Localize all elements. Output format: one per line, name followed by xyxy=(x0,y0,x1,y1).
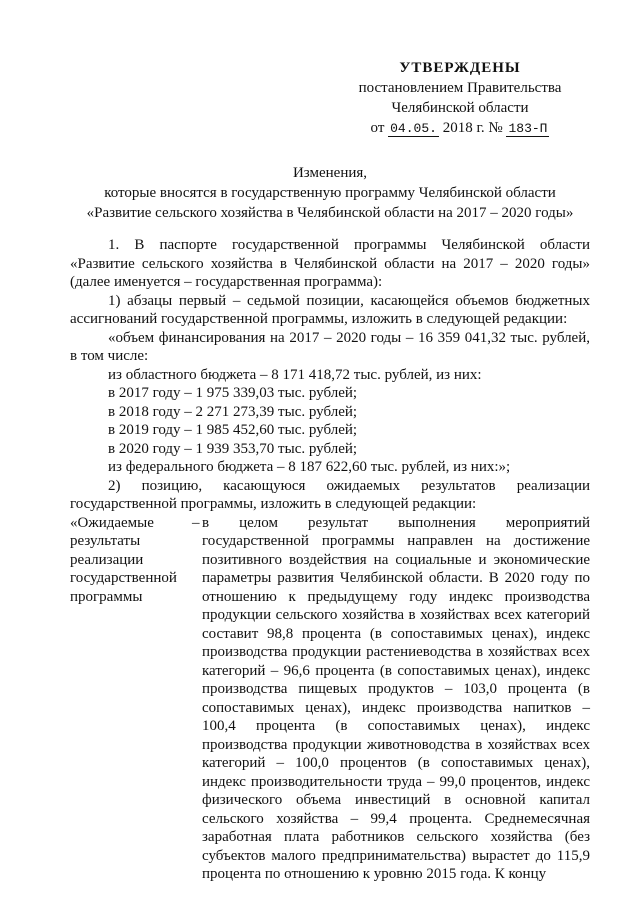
document-body xyxy=(70,236,590,884)
approval-line-2: Челябинской области xyxy=(391,100,529,116)
paragraph-1: 1. В паспорте государственной программы Челябинской области «Развитие сельского хозяйства в Челябинской области на 2017 – 2020 годы» (далее именуется – государственная программа): xyxy=(70,237,590,290)
budget-line-5: в 2020 году – 1 939 353,70 тыс. рублей; xyxy=(108,440,358,457)
budget-line-1: из областного бюджета – 8 171 418,72 тыс. рублей, из них: xyxy=(108,366,482,383)
expected-results-dash: – xyxy=(192,514,200,531)
budget-line-4: в 2019 году – 1 985 452,60 тыс. рублей; xyxy=(108,422,358,438)
date-prefix: от xyxy=(370,120,385,136)
budget-line-3: в 2018 году – 2 271 273,39 тыс. рублей; xyxy=(108,403,358,420)
budget-line-6: из федерального бюджета – 8 187 622,60 тыс. рублей, из них:»; xyxy=(108,459,511,475)
approval-line-1: постановлением Правительства xyxy=(358,80,562,96)
expected-results-label: «Ожидаемые результаты реализации государственной программы xyxy=(70,514,177,605)
paragraph-4: 2) позицию, касающуюся ожидаемых результатов реализации государственной программы, изложить в следующей редакции: xyxy=(70,477,590,512)
year-label: 2018 г. № xyxy=(442,120,503,136)
document-title: Изменения, xyxy=(292,165,368,181)
document-title-block xyxy=(70,163,590,223)
expected-results-row xyxy=(70,514,590,884)
document-subtitle-2: «Развитие сельского хозяйства в Челябинской области на 2017 – 2020 годы» xyxy=(86,205,574,221)
approval-date-line xyxy=(330,118,590,139)
paragraph-3: «объем финансирования на 2017 – 2020 годы – 16 359 041,32 тыс. рублей, в том числе: xyxy=(70,329,590,364)
approval-title: УТВЕРЖДЕНЫ xyxy=(399,60,521,76)
decree-number: 183-П xyxy=(508,121,548,136)
budget-line-2: в 2017 году – 1 975 339,03 тыс. рублей; xyxy=(108,385,358,401)
expected-results-text: в целом результат выполнения мероприятий государственной программы направлен на достижение позитивного воздействия на социальные и экономические параметры развития Челябинской области. В 2020 году по отношению к предыдущему году индекс производства продукции сельского хозяйства в хозяйствах всех категорий составит 98,8 процента (в сопоставимых ценах), индекс производства продукции растениеводства в хозяйствах всех категорий – 96,6 процента (в сопоставимых ценах), индекс производства пищевых продуктов – 103,0 процента (в сопоставимых ценах), индекс производства напитков – 100,4 процента (в сопоставимых ценах), индекс производства продукции животноводства в хозяйствах всех категорий – 100,0 процентов (в сопоставимых ценах), индекс производительности труда – 99,0 процентов, индекс физического объема инвестиций в основной капитал сельского хозяйства – 99,4 процента. Среднемесячная заработная плата работников сельского хозяйства (без субъектов малого предпринимательства) вырастет до 115,9 процента по отношению к уровню 2015 года. К концу xyxy=(202,514,590,882)
date-value: 04.05. xyxy=(390,121,437,136)
approval-block xyxy=(330,58,590,139)
document-subtitle-1: которые вносятся в государственную программу Челябинской области xyxy=(104,185,556,201)
paragraph-2: 1) абзацы первый – седьмой позиции, касающейся объемов бюджетных ассигнований государственной программы, изложить в следующей редакции: xyxy=(70,292,590,327)
